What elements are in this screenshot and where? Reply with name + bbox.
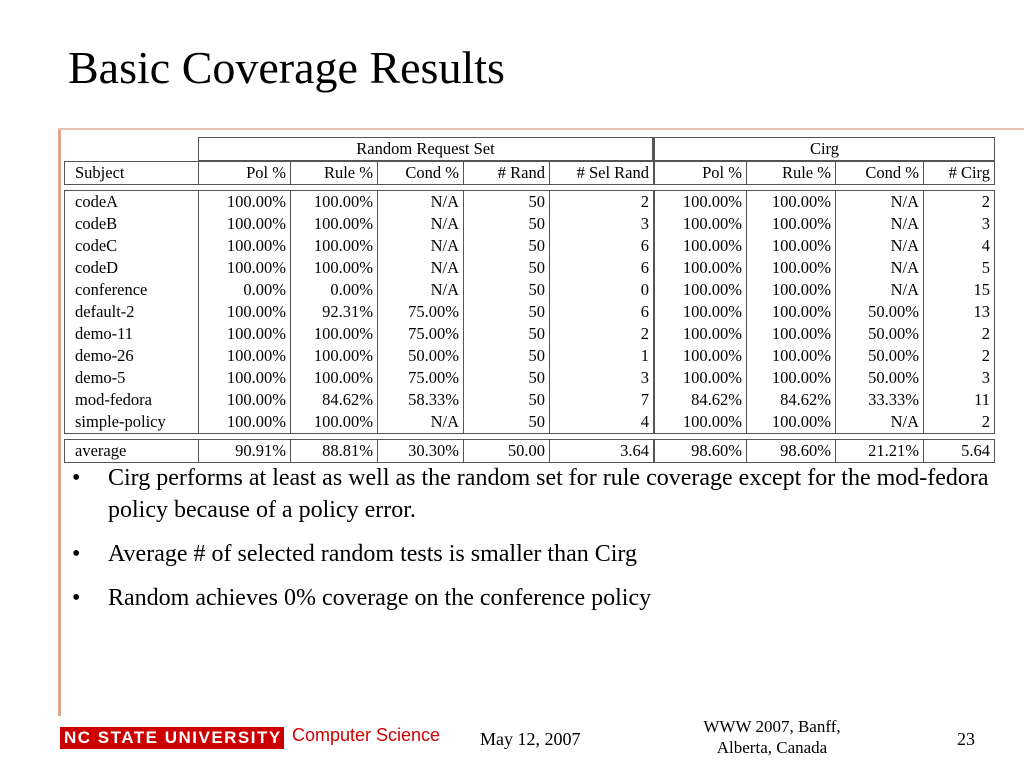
value-cell: 2 <box>549 190 653 213</box>
value-cell: 4 <box>923 235 995 257</box>
bullet-item <box>72 462 992 526</box>
average-value: 90.91% <box>198 439 290 463</box>
value-cell: 75.00% <box>377 323 463 345</box>
value-cell: 100.00% <box>653 411 746 434</box>
table-row <box>64 301 995 323</box>
subject-cell: demo-11 <box>64 323 198 345</box>
value-cell: N/A <box>835 411 923 434</box>
value-cell: 100.00% <box>290 213 377 235</box>
value-cell: 2 <box>923 411 995 434</box>
value-cell: 3 <box>923 213 995 235</box>
value-cell: 50 <box>463 301 549 323</box>
value-cell: 84.62% <box>653 389 746 411</box>
table-row <box>64 190 995 213</box>
slide-title: Basic Coverage Results <box>68 42 505 93</box>
table-row <box>64 389 995 411</box>
table-row <box>64 345 995 367</box>
value-cell: N/A <box>835 257 923 279</box>
footer-date: May 12, 2007 <box>480 729 581 749</box>
value-cell: 33.33% <box>835 389 923 411</box>
subject-cell: demo-26 <box>64 345 198 367</box>
column-header: Pol % <box>653 161 746 185</box>
value-cell: N/A <box>377 190 463 213</box>
value-cell: 100.00% <box>290 190 377 213</box>
value-cell: N/A <box>835 235 923 257</box>
average-value: 30.30% <box>377 439 463 463</box>
value-cell: 50.00% <box>835 323 923 345</box>
department-name: Computer Science <box>292 725 441 745</box>
horizontal-rule <box>58 128 1024 130</box>
average-value: 21.21% <box>835 439 923 463</box>
value-cell: 100.00% <box>653 257 746 279</box>
value-cell: 50 <box>463 235 549 257</box>
value-cell: 100.00% <box>290 411 377 434</box>
value-cell: 2 <box>923 323 995 345</box>
average-value: 98.60% <box>653 439 746 463</box>
average-label: average <box>64 439 198 463</box>
value-cell: 50 <box>463 190 549 213</box>
column-header: Subject <box>64 161 198 185</box>
value-cell: 100.00% <box>290 367 377 389</box>
value-cell: 5 <box>923 257 995 279</box>
page-number: 23 <box>957 729 975 749</box>
table-row <box>64 235 995 257</box>
value-cell: 100.00% <box>198 213 290 235</box>
column-header: Cond % <box>377 161 463 185</box>
value-cell: 100.00% <box>653 301 746 323</box>
bullet-text: Random achieves 0% coverage on the conference policy <box>108 585 652 611</box>
value-cell: N/A <box>377 235 463 257</box>
column-header: Rule % <box>290 161 377 185</box>
value-cell: 7 <box>549 389 653 411</box>
value-cell: 0.00% <box>198 279 290 301</box>
value-cell: 100.00% <box>653 235 746 257</box>
value-cell: 0.00% <box>290 279 377 301</box>
value-cell: 100.00% <box>746 345 835 367</box>
value-cell: 50 <box>463 323 549 345</box>
value-cell: 100.00% <box>290 345 377 367</box>
bullet-item <box>72 538 992 570</box>
value-cell: 100.00% <box>198 345 290 367</box>
value-cell: 100.00% <box>746 235 835 257</box>
value-cell: 50 <box>463 389 549 411</box>
value-cell: 100.00% <box>198 190 290 213</box>
vertical-rule <box>58 128 61 716</box>
footer-conference <box>672 716 872 758</box>
value-cell: 100.00% <box>198 257 290 279</box>
value-cell: 50 <box>463 257 549 279</box>
average-value: 98.60% <box>746 439 835 463</box>
value-cell: 50.00% <box>835 367 923 389</box>
value-cell: 2 <box>923 345 995 367</box>
group-random: Random Request Set <box>198 137 653 161</box>
value-cell: 100.00% <box>746 279 835 301</box>
subject-cell: simple-policy <box>64 411 198 434</box>
value-cell: 4 <box>549 411 653 434</box>
subject-cell: codeD <box>64 257 198 279</box>
table-body <box>64 190 995 434</box>
value-cell: 100.00% <box>198 411 290 434</box>
table-row <box>64 367 995 389</box>
value-cell: 6 <box>549 257 653 279</box>
column-header-row <box>64 161 995 185</box>
value-cell: 100.00% <box>746 257 835 279</box>
table-row <box>64 213 995 235</box>
table-row <box>64 411 995 434</box>
value-cell: 100.00% <box>290 257 377 279</box>
bullet-text: Cirg performs at least as well as the random set for rule coverage except for the mod-fedora policy because of a policy error. <box>108 465 989 523</box>
value-cell: 100.00% <box>653 213 746 235</box>
value-cell: N/A <box>377 411 463 434</box>
value-cell: 50.00% <box>835 345 923 367</box>
group-cirg: Cirg <box>653 137 995 161</box>
value-cell: 3 <box>549 213 653 235</box>
table-row <box>64 323 995 345</box>
value-cell: 84.62% <box>746 389 835 411</box>
value-cell: 100.00% <box>198 301 290 323</box>
subject-cell: conference <box>64 279 198 301</box>
value-cell: 100.00% <box>198 389 290 411</box>
value-cell: 3 <box>923 367 995 389</box>
average-row <box>64 439 995 463</box>
column-header: # Rand <box>463 161 549 185</box>
value-cell: 50 <box>463 279 549 301</box>
value-cell: N/A <box>377 257 463 279</box>
value-cell: 0 <box>549 279 653 301</box>
value-cell: N/A <box>835 279 923 301</box>
bullet-item <box>72 582 992 614</box>
value-cell: 2 <box>923 190 995 213</box>
value-cell: 3 <box>549 367 653 389</box>
value-cell: 100.00% <box>198 367 290 389</box>
conference-line-1: WWW 2007, Banff, <box>703 717 841 736</box>
value-cell: 6 <box>549 235 653 257</box>
average-value: 3.64 <box>549 439 653 463</box>
value-cell: 100.00% <box>653 345 746 367</box>
value-cell: 15 <box>923 279 995 301</box>
subject-cell: codeB <box>64 213 198 235</box>
value-cell: 50 <box>463 411 549 434</box>
value-cell: 100.00% <box>653 323 746 345</box>
value-cell: 100.00% <box>290 235 377 257</box>
column-header: Rule % <box>746 161 835 185</box>
table-row <box>64 257 995 279</box>
value-cell: 50.00% <box>835 301 923 323</box>
value-cell: 100.00% <box>746 213 835 235</box>
column-header: Cond % <box>835 161 923 185</box>
value-cell: 13 <box>923 301 995 323</box>
value-cell: 1 <box>549 345 653 367</box>
value-cell: 100.00% <box>746 301 835 323</box>
subject-cell: codeC <box>64 235 198 257</box>
value-cell: 50 <box>463 367 549 389</box>
value-cell: N/A <box>835 190 923 213</box>
subject-cell: demo-5 <box>64 367 198 389</box>
subject-cell: default-2 <box>64 301 198 323</box>
bullet-glyph: • <box>72 541 81 567</box>
value-cell: 100.00% <box>653 279 746 301</box>
bullet-text: Average # of selected random tests is smaller than Cirg <box>108 541 637 567</box>
column-header: Pol % <box>198 161 290 185</box>
value-cell: N/A <box>377 213 463 235</box>
value-cell: 6 <box>549 301 653 323</box>
subject-cell: codeA <box>64 190 198 213</box>
value-cell: 58.33% <box>377 389 463 411</box>
value-cell: 84.62% <box>290 389 377 411</box>
value-cell: 100.00% <box>653 190 746 213</box>
average-value: 5.64 <box>923 439 995 463</box>
conference-line-2: Alberta, Canada <box>716 738 828 757</box>
value-cell: 92.31% <box>290 301 377 323</box>
value-cell: 100.00% <box>746 190 835 213</box>
coverage-table <box>64 137 995 463</box>
value-cell: 100.00% <box>746 323 835 345</box>
value-cell: 100.00% <box>653 367 746 389</box>
bullet-glyph: • <box>72 585 81 611</box>
value-cell: 50 <box>463 213 549 235</box>
column-header: # Sel Rand <box>549 161 653 185</box>
average-value: 50.00 <box>463 439 549 463</box>
value-cell: 75.00% <box>377 301 463 323</box>
value-cell: 100.00% <box>198 323 290 345</box>
bullet-list <box>72 462 992 626</box>
group-header-row <box>64 137 995 161</box>
value-cell: 11 <box>923 389 995 411</box>
value-cell: N/A <box>835 213 923 235</box>
value-cell: 75.00% <box>377 367 463 389</box>
value-cell: 100.00% <box>746 411 835 434</box>
column-header: # Cirg <box>923 161 995 185</box>
value-cell: 100.00% <box>746 367 835 389</box>
average-value: 88.81% <box>290 439 377 463</box>
value-cell: 50 <box>463 345 549 367</box>
value-cell: 100.00% <box>290 323 377 345</box>
university-logo: NC STATE UNIVERSITY <box>60 727 284 749</box>
value-cell: 50.00% <box>377 345 463 367</box>
value-cell: 2 <box>549 323 653 345</box>
subject-cell: mod-fedora <box>64 389 198 411</box>
bullet-glyph: • <box>72 465 81 491</box>
value-cell: 100.00% <box>198 235 290 257</box>
table-row <box>64 279 995 301</box>
value-cell: N/A <box>377 279 463 301</box>
